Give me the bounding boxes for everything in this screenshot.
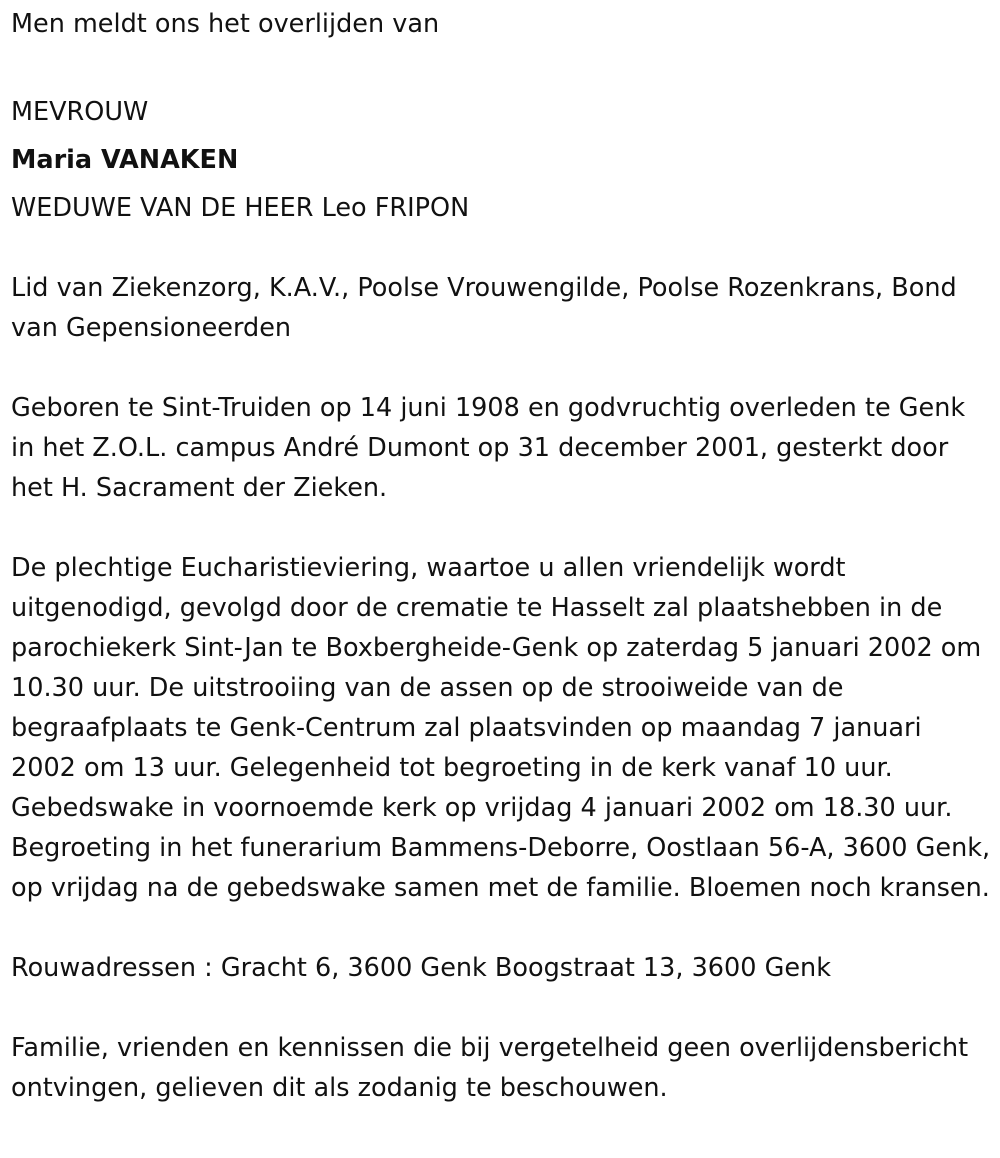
spacer bbox=[11, 508, 993, 548]
intro-text: Men meldt ons het overlijden van bbox=[11, 9, 440, 39]
deceased-name: Maria VANAKEN bbox=[11, 145, 239, 175]
title-prefix: MEVROUW bbox=[11, 97, 149, 127]
addresses-paragraph: Rouwadressen : Gracht 6, 3600 Genk Boogstraat 13, 3600 Genk bbox=[11, 953, 831, 983]
spacer bbox=[11, 44, 993, 84]
spacer bbox=[11, 180, 993, 188]
memberships-paragraph: Lid van Ziekenzorg, K.A.V., Poolse Vrouwengilde, Poolse Rozenkrans, Bond van Gepensioneerden bbox=[11, 273, 957, 343]
ceremony-paragraph: De plechtige Eucharistieviering, waartoe u allen vriendelijk wordt uitgenodigd, gevolgd door de crematie te Hasselt zal plaatshebben in de parochiekerk Sint-Jan te Boxbergheide-Genk op zaterdag 5 januari 2002 om 10.30 uur. De uitstrooiing van de assen op de strooiweide van de begraafplaats te Genk-Centrum zal plaatsvinden op maandag 7 januari 2002 om 13 uur. Gelegenheid tot begroeting in de kerk vanaf 10 uur. Gebedswake in voornoemde kerk op vrijdag 4 januari 2002 om 18.30 uur. Begroeting in het funerarium Bammens-Deborre, Oostlaan 56-A, 3600 Genk, op vrijdag na de gebedswake samen met de familie. Bloemen noch kransen. bbox=[11, 553, 991, 903]
spacer bbox=[11, 988, 993, 1028]
spacer bbox=[11, 348, 993, 388]
relation-text: WEDUWE VAN DE HEER Leo FRIPON bbox=[11, 193, 470, 223]
spacer bbox=[11, 908, 993, 948]
birth-death-paragraph: Geboren te Sint-Truiden op 14 juni 1908 en godvruchtig overleden te Genk in het Z.O.L. campus André Dumont op 31 december 2001, gesterkt door het H. Sacrament der Zieken. bbox=[11, 393, 966, 503]
spacer bbox=[11, 228, 993, 268]
closing-paragraph: Familie, vrienden en kennissen die bij vergetelheid geen overlijdensbericht ontvingen, gelieven dit als zodanig te beschouwen. bbox=[11, 1033, 969, 1103]
obituary-notice bbox=[11, 4, 993, 1108]
spacer bbox=[11, 84, 993, 92]
spacer bbox=[11, 132, 993, 140]
